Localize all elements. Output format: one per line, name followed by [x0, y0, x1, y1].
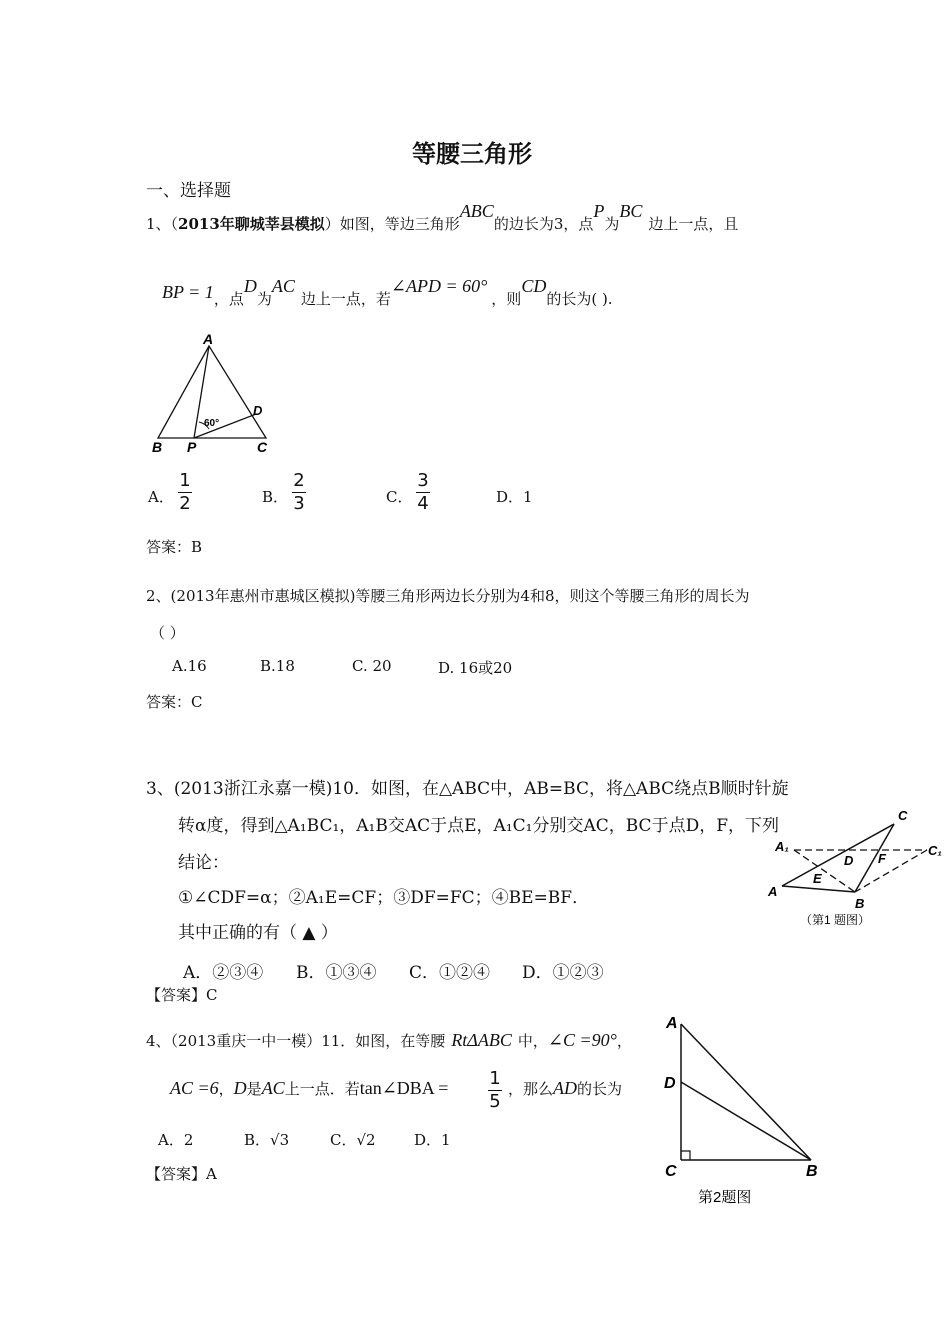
- q3-fig-label-d: D: [844, 853, 854, 868]
- q4-math-ac6: AC =6: [170, 1078, 219, 1098]
- q3-line5: 其中正确的有（ ▲ ）: [178, 923, 338, 943]
- q1-a-num: 1: [179, 470, 191, 491]
- q2-answer: 答案：C: [146, 693, 203, 711]
- q4-math-rt: RtΔABC: [451, 1030, 512, 1050]
- q3-fig-label-f: F: [878, 851, 886, 866]
- q1-option-d: [496, 486, 533, 507]
- q4-math-c90: ∠C =90°: [547, 1030, 617, 1050]
- q4-fig-label-c: C: [665, 1163, 677, 1180]
- q1-text: ，点: [213, 290, 244, 308]
- q3-fig-label-c: C: [898, 808, 908, 823]
- q1-prefix: 1、（: [146, 215, 179, 233]
- q1-d-label: D．: [496, 488, 524, 506]
- q1-math-bp: BP = 1: [162, 282, 214, 302]
- q2-line2: （ ）: [150, 624, 185, 642]
- q1-a-den: 2: [179, 493, 191, 514]
- q4-option-d: D．1: [414, 1131, 451, 1149]
- q1-option-c: [416, 470, 430, 515]
- section-heading: 一、选择题: [146, 181, 231, 201]
- q1-source: 2013年聊城莘县模拟: [178, 215, 325, 233]
- q4-line2-end: [508, 1078, 622, 1099]
- q4-prefix: 4、（2013重庆一中一模）11．如图，在等腰: [146, 1032, 446, 1050]
- q4-text: 的长为: [577, 1080, 623, 1098]
- q1-c-den: 4: [417, 493, 429, 514]
- q1-math-bc: BC: [619, 201, 643, 221]
- q1-option-b-label: B．: [262, 488, 289, 506]
- q3-rotation-figure: [762, 806, 948, 930]
- q1-math-abc: ABC: [459, 201, 494, 221]
- q4-fig-label-b: B: [806, 1163, 818, 1180]
- q1-text: 的长为( ).: [546, 290, 613, 308]
- q1-fig-label-c: C: [257, 439, 268, 454]
- q3-option-b: B．①③④: [296, 963, 377, 983]
- q1-option-c-label: C．: [386, 488, 413, 506]
- q1-line1: [146, 201, 739, 234]
- q1-fig-label-p: P: [187, 439, 197, 454]
- q1-text: 为: [256, 290, 272, 308]
- q4-math-d: D: [233, 1078, 247, 1098]
- q3-fig-label-e: E: [813, 871, 822, 886]
- q1-text: 的边长为3，点: [493, 215, 594, 233]
- q1-fig-label-b: B: [152, 439, 163, 454]
- q4-fig-caption: 第2题图: [698, 1189, 752, 1206]
- q1-fig-label-d: D: [253, 403, 263, 418]
- q4-text: ，那么: [508, 1080, 554, 1098]
- page-title: 等腰三角形: [412, 140, 532, 168]
- q3-option-c: C．①②④: [409, 963, 491, 983]
- q4-option-c: C．√2: [330, 1131, 376, 1149]
- q1-d-value: 1: [523, 488, 533, 506]
- q4-fig-label-d: D: [664, 1075, 676, 1092]
- q3-line2: 转α度，得到△A₁BC₁，A₁B交AC于点E，A₁C₁分别交AC，BC于点D，F，下列: [178, 816, 779, 836]
- q4-frac-num: 1: [489, 1068, 501, 1089]
- q4-frac-den: 5: [489, 1091, 501, 1112]
- q1-c-num: 3: [417, 470, 429, 491]
- q4-option-a: A．2: [158, 1131, 194, 1149]
- q4-text: 中，: [517, 1032, 548, 1050]
- q1-answer: 答案：B: [146, 538, 203, 556]
- q4-option-b: B．√3: [244, 1131, 290, 1149]
- q4-fig-label-a: A: [666, 1015, 678, 1032]
- q1-line2: [162, 276, 613, 309]
- q1-fig-angle: 60°: [204, 418, 220, 429]
- q3-fig-caption: （第1 题图）: [800, 913, 871, 927]
- q4-math-ac: AC: [261, 1078, 285, 1098]
- q3-fig-label-b: B: [855, 896, 865, 911]
- q3-fig-label-c1: C₁: [928, 843, 942, 858]
- q1-text: ，则: [491, 290, 522, 308]
- q4-math-tan: tan∠DBA =: [359, 1078, 449, 1098]
- q1-b-den: 3: [293, 493, 305, 514]
- q1-math-p: P: [593, 201, 605, 221]
- q1-fig-label-a: A: [203, 334, 214, 347]
- q2-option-a: A.16: [172, 657, 207, 675]
- q1-text: 为: [604, 215, 620, 233]
- q1-math-cd: CD: [521, 276, 547, 296]
- q3-option-d: D．①②③: [522, 963, 604, 983]
- q4-text: ，: [218, 1080, 234, 1098]
- q1-option-a-label: A．: [148, 488, 174, 506]
- q1-b-num: 2: [293, 470, 305, 491]
- q3-option-a: A．②③④: [183, 963, 264, 983]
- q1-math-ac: AC: [271, 276, 295, 296]
- q4-text: ，: [616, 1032, 632, 1050]
- q1-math-angle: ∠APD = 60°: [390, 276, 488, 296]
- q1-option-a: [178, 470, 192, 515]
- q1-text: ）如图，等边三角形: [324, 215, 460, 233]
- q4-math-ad: AD: [553, 1078, 578, 1098]
- q4-line1: [146, 1030, 632, 1051]
- q2-line1: 2、(2013年惠州市惠城区模拟)等腰三角形两边长分别为4和8，则这个等腰三角形的周长为: [146, 587, 750, 605]
- q3-line4: ①∠CDF=α；②A₁E=CF；③DF=FC；④BE=BF．: [178, 888, 590, 908]
- q4-text: 是: [246, 1080, 262, 1098]
- q1-triangle-figure: [146, 334, 276, 454]
- q1-option-b: [292, 470, 306, 515]
- q3-answer: 【答案】C: [146, 986, 218, 1004]
- q1-math-d: D: [243, 276, 257, 296]
- q2-option-b: B.18: [260, 657, 295, 675]
- q3-fig-label-a: A: [768, 884, 778, 899]
- q3-fig-label-a1: A₁: [775, 839, 789, 854]
- q1-text: 边上一点，若: [300, 290, 391, 308]
- q3-line3: 结论：: [178, 853, 229, 873]
- q4-fraction: [488, 1068, 502, 1113]
- q2-option-d: D. 16或20: [438, 659, 513, 677]
- q2-option-c: C. 20: [352, 657, 392, 675]
- q1-text: 边上一点，且: [648, 215, 739, 233]
- q4-text: 上一点．若: [284, 1080, 360, 1098]
- q4-answer: 【答案】A: [146, 1165, 217, 1183]
- q3-line1: 3、(2013浙江永嘉一模)10．如图，在△ABC中，AB=BC，将△ABC绕点B顺时针旋: [146, 779, 789, 799]
- q4-line2: [170, 1078, 448, 1099]
- q4-right-triangle-figure: [660, 1010, 830, 1210]
